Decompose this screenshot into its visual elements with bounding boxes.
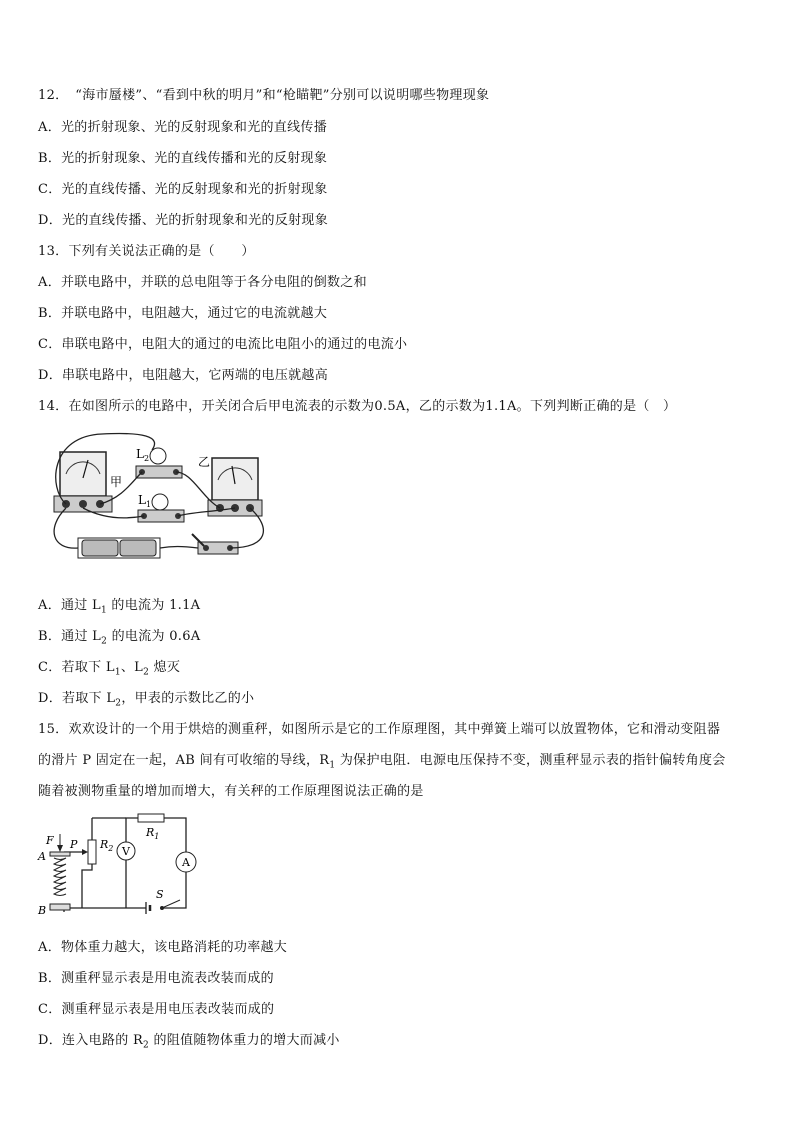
q14-option-d: D．若取下 $L_2$，甲表的示数比乙的小 (38, 691, 255, 709)
q15-circuit-figure (36, 812, 206, 920)
q13-stem: 13．下列有关说法正确的是（ ） (38, 244, 255, 259)
q13-option-d: D．串联电路中，电阻越大，它两端的电压就越高 (38, 368, 329, 383)
spring-icon (54, 858, 66, 896)
label-yi: 乙 (198, 455, 211, 469)
label-F: F (46, 834, 54, 847)
q13-option-b: B．并联电路中，电阻越大，通过它的电流就越大 (38, 306, 328, 321)
q13-option-a: A．并联电路中，并联的总电阻等于各分电阻的倒数之和 (38, 275, 367, 290)
q12-option-a: A．光的折射现象、光的反射现象和光的直线传播 (38, 120, 327, 135)
q14-stem: 14．在如图所示的电路中，开关闭合后甲电流表的示数为0.5A，乙的示数为1.1A。下列判断正确的是（ ） (38, 399, 677, 414)
label-R2: $R_2$ (100, 838, 114, 853)
q15-stem-line2: 的滑片 P 固定在一起，AB 间有可收缩的导线，$R_1$ 为保护电阻．电源电压保持不变，测重秤显示表的指针偏转角度会 (38, 753, 726, 771)
q15-stem-line3: 随着被测物重量的增加而增大，有关秤的工作原理图说法正确的是 (38, 784, 424, 799)
resistor-r1-icon (138, 814, 164, 822)
label-R1: $R_1$ (146, 826, 160, 841)
q12-option-b: B．光的折射现象、光的直线传播和光的反射现象 (38, 151, 328, 166)
q12-stem: 12． “海市蜃楼”、“看到中秋的明月”和“枪瞄靶”分别可以说明哪些物理现象 (38, 88, 490, 103)
rheostat-r2-icon (88, 840, 96, 864)
q15-stem-line1: 15．欢欢设计的一个用于烘焙的测重秤，如图所示是它的工作原理图，其中弹簧上端可以放置物体，它和滑动变阻器 (38, 722, 721, 737)
q14-option-b: B．通过 $L_2$ 的电流为 0.6A (38, 629, 201, 647)
platform-a-icon (50, 852, 70, 856)
label-l1: $L_1$ (138, 493, 152, 509)
label-P: P (70, 838, 78, 851)
q14-option-c: C．若取下 $L_1$、$L_2$ 熄灭 (38, 660, 181, 678)
base-b-icon (50, 904, 70, 910)
label-S: S (156, 888, 164, 901)
label-jia: 甲 (110, 475, 123, 489)
q15-option-d: D．连入电路的 $R_2$ 的阻值随物体重力的增大而减小 (38, 1033, 340, 1051)
label-A: A (38, 850, 46, 863)
q15-option-a: A．物体重力越大，该电路消耗的功率越大 (38, 940, 288, 955)
q15-option-b: B．测重秤显示表是用电流表改装而成的 (38, 971, 274, 986)
q12-option-c: C．光的直线传播、光的反射现象和光的折射现象 (38, 182, 328, 197)
label-l2: $L_2$ (136, 447, 150, 463)
label-B: B (38, 904, 47, 917)
q14-circuit-figure (42, 428, 274, 576)
battery-icon (146, 902, 150, 914)
q15-option-c: C．测重秤显示表是用电压表改装而成的 (38, 1002, 275, 1017)
voltmeter-label: V (122, 845, 130, 858)
q12-option-d: D．光的直线传播、光的折射现象和光的反射现象 (38, 213, 329, 228)
ammeter-label: A (182, 856, 190, 869)
q14-option-a: A．通过 $L_1$ 的电流为 1.1A (38, 598, 201, 616)
q13-option-c: C．串联电路中，电阻大的通过的电流比电阻小的通过的电流小 (38, 337, 408, 352)
ammeter-yi-icon (208, 458, 262, 516)
